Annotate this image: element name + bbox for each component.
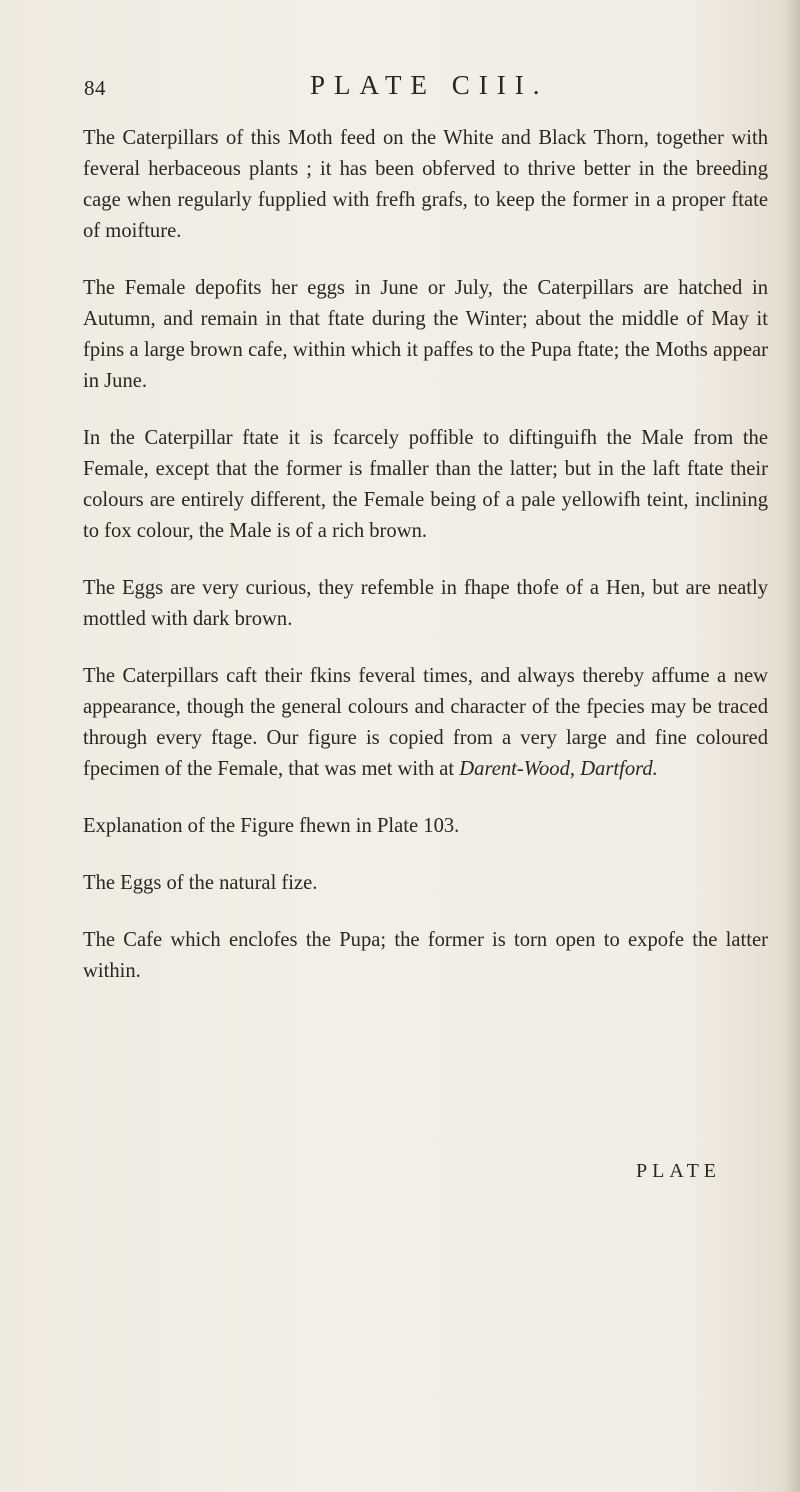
page-header <box>84 70 764 110</box>
paragraph-food-plants: The Caterpillars of this Moth feed on the White and Black Thorn, together with feveral herbaceous plants ; it has been obferved to thrive better in the breeding cage when regularly fupplied with frefh grafs, to keep the former in a proper ftate of moifture. <box>83 127 768 242</box>
paragraph-eggs: The Eggs are very curious, they refemble in fhape thofe of a Hen, but are neatly mottled with dark brown. <box>83 577 768 630</box>
paragraph-sexes: In the Caterpillar ftate it is fcarcely poffible to diftinguifh the Male from the Female, except that the former is fmaller than the latter; but in the laft ftate their colours are entirely different, the Female being of a pale yellowifh teint, inclining to fox colour, the Male is of a rich brown. <box>83 427 768 542</box>
explanation-item-case: The Cafe which enclofes the Pupa; the former is torn open to expofe the latter within. <box>83 929 768 982</box>
explanation-heading: Explanation of the Figure fhewn in Plate 103. <box>83 815 460 837</box>
catchword: PLATE <box>636 1160 721 1182</box>
paragraph-life-cycle: The Female depofits her eggs in June or July, the Caterpillars are hatched in Autumn, and remain in that ftate during the Winter; about the middle of May it fpins a large brown cafe, within which it paffes to the Pupa ftate; the Moths appear in June. <box>83 277 768 392</box>
place-name: Darent-Wood <box>459 758 570 780</box>
page-number: 84 <box>84 76 106 100</box>
page-edge-shadow <box>786 0 800 1492</box>
place-separator: , <box>569 758 581 780</box>
explanation-item-eggs: The Eggs of the natural fize. <box>83 872 318 894</box>
paragraph-molting <box>83 661 768 785</box>
paragraph-molting-text: The Caterpillars caft their fkins feveral times, and always thereby affume a new appearance, though the general colours and character of the fpecies may be traced through every ftage. Our figure is copied from a very large and fine coloured fpecimen of the Female, that was met with at <box>83 665 768 780</box>
town-name: Dartford. <box>580 758 658 780</box>
plate-title: PLATE CIII. <box>310 70 549 100</box>
body-text <box>83 123 768 1013</box>
